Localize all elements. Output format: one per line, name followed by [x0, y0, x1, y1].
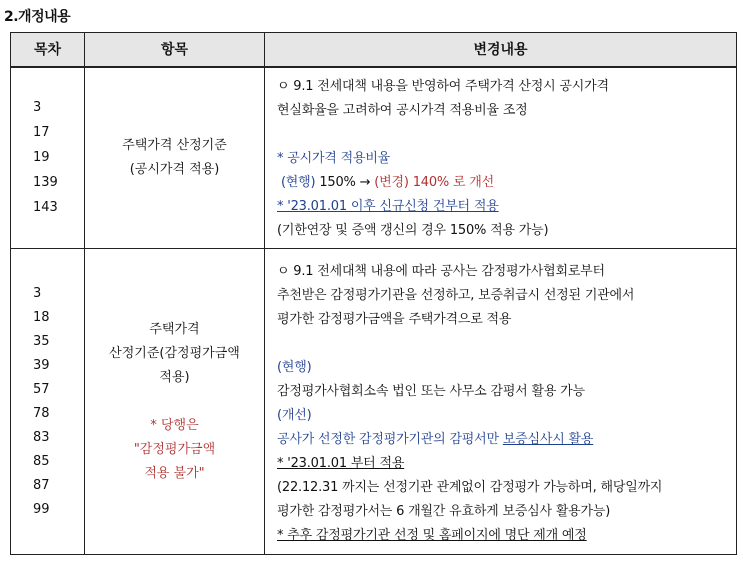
page-number: 99 — [33, 501, 50, 517]
page-number: 3 — [33, 100, 42, 116]
changed-text-b: 보증심사시 활용 — [502, 431, 594, 447]
content-line: ㅇ 9.1 전세대책 내용을 반영하여 주택가격 산정시 공시가격 — [277, 78, 609, 94]
item-title: 산정기준(감정평가금액 — [109, 345, 240, 361]
page-number: 85 — [33, 453, 50, 469]
bullet-ratio: * 공시가격 적용비율 — [277, 150, 391, 166]
revision-table — [10, 32, 737, 555]
content-line: 현실화율을 고려하여 공시가격 적용비율 조정 — [277, 102, 528, 118]
header-pages: 목차 — [11, 33, 85, 67]
page-number: 57 — [33, 381, 50, 397]
page-number: 143 — [33, 200, 58, 216]
content-note: (기한연장 및 증액 갱신의 경우 150% 적용 가능) — [277, 222, 549, 238]
page-number: 35 — [33, 333, 50, 349]
changed-label: (개선) — [277, 407, 312, 423]
changed-text-a: 공사가 선정한 감정평가기관의 감평서만 — [277, 431, 503, 447]
page-list — [11, 249, 85, 555]
table-row — [11, 249, 737, 555]
content-cell — [265, 249, 737, 555]
header-content: 변경내용 — [265, 33, 737, 67]
changed-label: (변경) — [374, 174, 409, 190]
bullet-effective-date: * '23.01.01 이후 신규신청 건부터 적용 — [277, 198, 499, 214]
item-note-line: 적용 불가" — [144, 465, 205, 481]
current-label: (현행) — [280, 174, 316, 190]
bullet-effective-date: * '23.01.01 부터 적용 — [277, 455, 405, 471]
current-label: (현행) — [277, 359, 312, 375]
header-item: 항목 — [85, 33, 265, 67]
changed-value: 140% 로 개선 — [412, 174, 494, 190]
content-line: ㅇ 9.1 전세대책 내용에 따라 공사는 감정평가사협회로부터 — [277, 263, 605, 279]
item-title: 적용) — [159, 369, 190, 385]
content-line: 추천받은 감정평가기관을 선정하고, 보증취급시 선정된 기관에서 — [277, 287, 635, 303]
page-number: 19 — [33, 150, 50, 166]
current-text: 감정평가사협회소속 법인 또는 사무소 감평서 활용 가능 — [277, 383, 585, 399]
item-subtitle: (공시가격 적용) — [129, 161, 220, 177]
ratio-change-line — [277, 171, 736, 195]
content-note: 평가한 감정평가서는 6 개월간 유효하게 보증심사 활용가능) — [277, 503, 611, 519]
item-note-line: * 당행은 — [150, 417, 199, 433]
item-cell — [85, 67, 265, 249]
page-number: 3 — [33, 285, 42, 301]
bullet-future-plan: * 추후 감정평가기관 선정 및 홈페이지에 명단 제개 예정 — [277, 527, 587, 543]
item-note-line: "감정평가금액 — [133, 441, 216, 457]
changed-text — [277, 428, 736, 452]
content-note: (22.12.31 까지는 선정기관 관계없이 감정평가 가능하며, 해당일까지 — [277, 479, 663, 495]
item-note — [85, 414, 264, 486]
page-number: 78 — [33, 405, 50, 421]
page-number: 18 — [33, 309, 50, 325]
page-number: 83 — [33, 429, 50, 445]
section-heading: 2.개정내용 — [4, 9, 71, 25]
item-title: 주택가격 산정기준 — [122, 137, 227, 153]
item-title: 주택가격 — [149, 321, 200, 337]
content-cell — [265, 67, 737, 249]
page-number: 17 — [33, 125, 50, 141]
page-list — [11, 67, 85, 249]
page-number: 139 — [33, 175, 58, 191]
page-number: 87 — [33, 477, 50, 493]
page-number: 39 — [33, 357, 50, 373]
table-row — [11, 67, 737, 249]
table-header-row — [11, 33, 737, 67]
item-cell — [85, 249, 265, 555]
current-value: 150% → — [319, 174, 375, 190]
content-line: 평가한 감정평가금액을 주택가격으로 적용 — [277, 311, 512, 327]
